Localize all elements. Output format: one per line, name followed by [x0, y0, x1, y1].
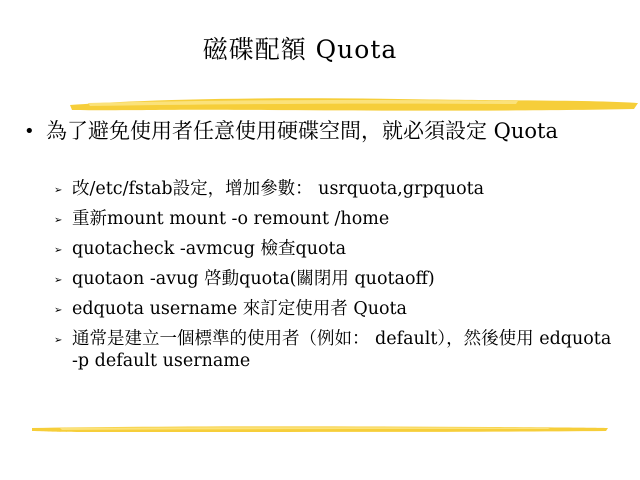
arrow-bullet-icon: ➢ — [54, 185, 63, 196]
sub-bullet-text: quotaon -avug 啓動quota(關閉用 quotaoff) — [72, 269, 435, 289]
sub-bullet-text: 改/etc/fstab設定，增加參數： usrquota,grpquota — [72, 179, 485, 199]
main-bullet-text: 為了避免使用者任意使用硬碟空間，就必須設定 Quota — [46, 119, 559, 143]
title-underline-brush — [68, 93, 640, 115]
list-item — [52, 238, 622, 260]
list-item — [52, 208, 622, 230]
sub-bullet-text: 通常是建立一個標準的使用者（例如： default），然後使用 edquota -p default username — [72, 329, 612, 371]
footer-brush-line — [30, 422, 610, 436]
sub-bullet-text: 重新mount mount -o remount /home — [72, 209, 390, 229]
arrow-bullet-icon: ➢ — [54, 305, 63, 316]
sub-bullet-list — [52, 178, 622, 380]
arrow-bullet-icon: ➢ — [54, 335, 63, 346]
list-item — [52, 178, 622, 200]
arrow-bullet-icon: ➢ — [54, 215, 63, 226]
sub-bullet-text: quotacheck -avmcug 檢查quota — [72, 239, 347, 259]
list-item — [52, 328, 622, 372]
main-bullet — [24, 118, 614, 145]
sub-bullet-text: edquota username 來訂定使用者 Quota — [72, 299, 407, 319]
arrow-bullet-icon: ➢ — [54, 245, 63, 256]
arrow-bullet-icon: ➢ — [54, 275, 63, 286]
bullet-dot-icon: • — [24, 121, 35, 142]
list-item — [52, 268, 622, 290]
list-item — [52, 298, 622, 320]
slide-title: 磁碟配額 Quota — [202, 35, 398, 64]
